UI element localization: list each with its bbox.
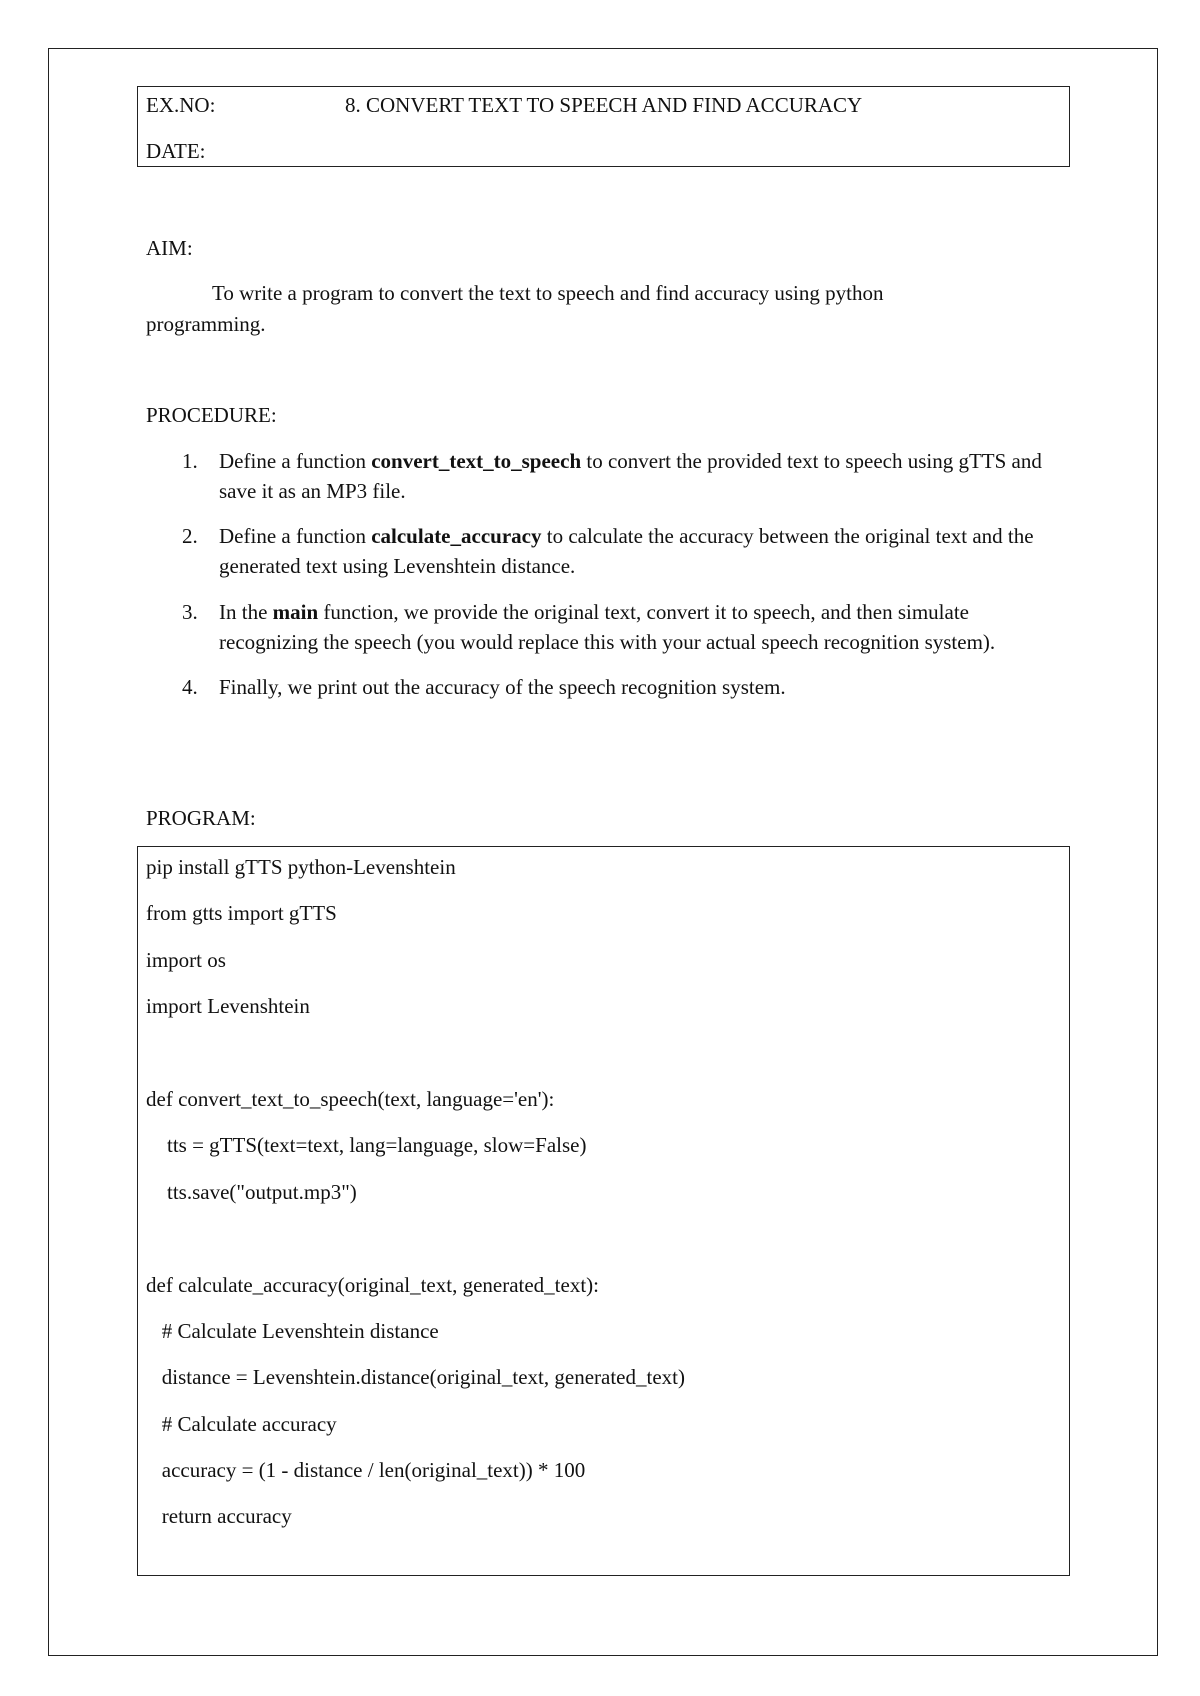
step-text: Define a function bbox=[219, 524, 372, 548]
step-text: Define a function bbox=[219, 449, 372, 473]
exno-label: EX.NO: bbox=[146, 93, 216, 117]
code-line: tts = gTTS(text=text, lang=language, slow=False) bbox=[146, 1133, 587, 1158]
program-heading: PROGRAM: bbox=[146, 806, 256, 830]
experiment-title: 8. CONVERT TEXT TO SPEECH AND FIND ACCURACY bbox=[345, 93, 863, 117]
aim-line-1: To write a program to convert the text to speech and find accuracy using python bbox=[212, 281, 884, 305]
step-number: 4. bbox=[182, 675, 198, 699]
code-line: # Calculate Levenshtein distance bbox=[146, 1318, 439, 1343]
code-line bbox=[146, 1036, 685, 1082]
aim-line-2: programming. bbox=[146, 312, 266, 336]
step-number: 1. bbox=[182, 449, 198, 473]
code-line: accuracy = (1 - distance / len(original_text)) * 100 bbox=[146, 1458, 586, 1483]
step-text: Finally, we print out the accuracy of the speech recognition system. bbox=[219, 675, 786, 699]
procedure-heading: PROCEDURE: bbox=[146, 403, 277, 427]
procedure-step-2 bbox=[146, 521, 1051, 581]
step-function-name: calculate_accuracy bbox=[371, 524, 542, 548]
code-line: tts.save("output.mp3") bbox=[146, 1179, 357, 1204]
code-line: def convert_text_to_speech(text, language='en'): bbox=[146, 1086, 555, 1111]
aim-heading: AIM: bbox=[146, 236, 193, 260]
step-text: In the bbox=[219, 600, 273, 624]
step-function-name: convert_text_to_speech bbox=[371, 449, 582, 473]
procedure-step-3 bbox=[146, 597, 1051, 657]
step-number: 3. bbox=[182, 600, 198, 624]
code-line: import os bbox=[146, 947, 226, 972]
code-line: pip install gTTS python-Levenshtein bbox=[146, 855, 456, 879]
code-line: # Calculate accuracy bbox=[146, 1411, 337, 1436]
date-label: DATE: bbox=[146, 139, 206, 163]
step-text: function, we provide the original text, convert it to speech, and then simulate recognizing the speech (you would replace this with your actual speech recognition system). bbox=[219, 600, 996, 654]
step-number: 2. bbox=[182, 524, 198, 548]
code-line: distance = Levenshtein.distance(original_text, generated_text) bbox=[146, 1365, 685, 1390]
code-line bbox=[146, 1221, 685, 1267]
code-line: import Levenshtein bbox=[146, 994, 310, 1019]
program-code bbox=[146, 850, 685, 1546]
code-line: return accuracy bbox=[146, 1504, 292, 1529]
code-line: from gtts import gTTS bbox=[146, 901, 337, 926]
step-text: to calculate the accuracy between the original text and the generated text using Levenshtein distance. bbox=[219, 524, 1034, 578]
code-line: def calculate_accuracy(original_text, generated_text): bbox=[146, 1272, 599, 1297]
procedure-step-4 bbox=[146, 672, 1051, 702]
step-function-name: main bbox=[272, 600, 319, 624]
procedure-step-1 bbox=[146, 446, 1051, 506]
aim-paragraph bbox=[146, 278, 1016, 340]
procedure-list bbox=[146, 446, 1051, 702]
step-text: to convert the provided text to speech using gTTS and save it as an MP3 file. bbox=[219, 449, 1042, 503]
